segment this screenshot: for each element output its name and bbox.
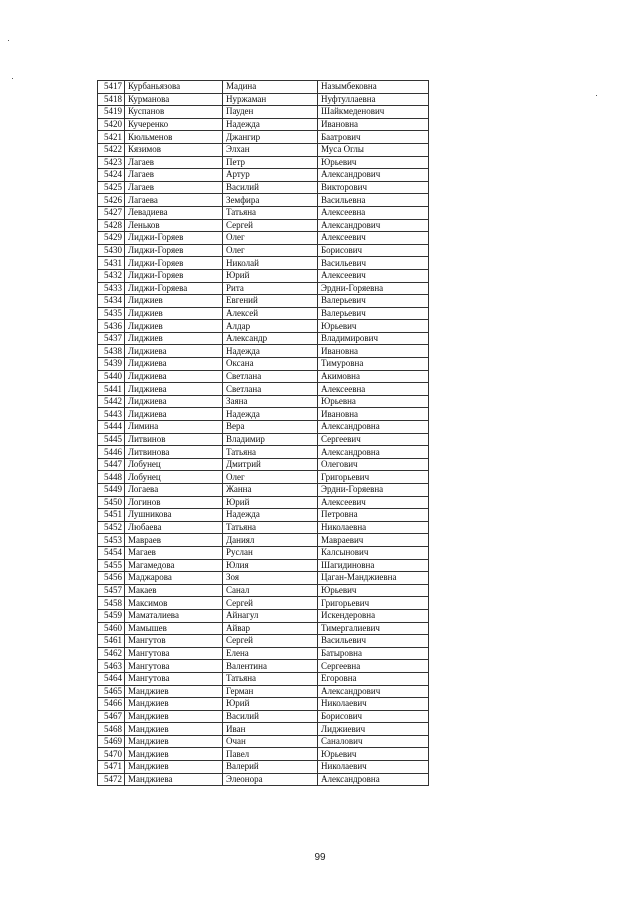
patronymic: Егоровна bbox=[318, 672, 429, 685]
first-name: Жанна bbox=[223, 484, 318, 497]
first-name: Алексей bbox=[223, 307, 318, 320]
patronymic: Алексеевна bbox=[318, 383, 429, 396]
patronymic: Петровна bbox=[318, 509, 429, 522]
first-name: Оксана bbox=[223, 358, 318, 371]
first-name: Николай bbox=[223, 257, 318, 270]
row-number: 5435 bbox=[98, 307, 125, 320]
last-name: Лушникова bbox=[125, 509, 223, 522]
first-name: Айвар bbox=[223, 622, 318, 635]
last-name: Лиджиев bbox=[125, 320, 223, 333]
table-row bbox=[98, 106, 429, 119]
row-number: 5424 bbox=[98, 169, 125, 182]
first-name: Владимир bbox=[223, 433, 318, 446]
patronymic: Эрдни-Горяевна bbox=[318, 282, 429, 295]
first-name: Джангир bbox=[223, 131, 318, 144]
last-name: Литвинов bbox=[125, 433, 223, 446]
row-number: 5420 bbox=[98, 118, 125, 131]
row-number: 5417 bbox=[98, 81, 125, 94]
patronymic: Баатрович bbox=[318, 131, 429, 144]
last-name: Лиджиева bbox=[125, 370, 223, 383]
table-row bbox=[98, 181, 429, 194]
last-name: Лобунец bbox=[125, 458, 223, 471]
row-number: 5419 bbox=[98, 106, 125, 119]
first-name: Пауден bbox=[223, 106, 318, 119]
row-number: 5426 bbox=[98, 194, 125, 207]
patronymic: Юрьевич bbox=[318, 320, 429, 333]
last-name: Манджиева bbox=[125, 773, 223, 786]
last-name: Лиджи-Горяев bbox=[125, 232, 223, 245]
last-name: Лиджиева bbox=[125, 345, 223, 358]
last-name: Мангутова bbox=[125, 660, 223, 673]
table-row bbox=[98, 332, 429, 345]
patronymic: Шагидиновна bbox=[318, 559, 429, 572]
last-name: Куспанов bbox=[125, 106, 223, 119]
row-number: 5431 bbox=[98, 257, 125, 270]
row-number: 5469 bbox=[98, 735, 125, 748]
first-name: Герман bbox=[223, 685, 318, 698]
row-number: 5462 bbox=[98, 647, 125, 660]
row-number: 5423 bbox=[98, 156, 125, 169]
table-row bbox=[98, 584, 429, 597]
patronymic: Батыровна bbox=[318, 647, 429, 660]
last-name: Мангутова bbox=[125, 672, 223, 685]
last-name: Мамышев bbox=[125, 622, 223, 635]
row-number: 5454 bbox=[98, 546, 125, 559]
table-row bbox=[98, 269, 429, 282]
patronymic: Ивановна bbox=[318, 408, 429, 421]
first-name: Юрий bbox=[223, 496, 318, 509]
row-number: 5436 bbox=[98, 320, 125, 333]
table-row bbox=[98, 509, 429, 522]
last-name: Лиджиев bbox=[125, 332, 223, 345]
row-number: 5449 bbox=[98, 484, 125, 497]
patronymic: Олегович bbox=[318, 458, 429, 471]
first-name: Санал bbox=[223, 584, 318, 597]
table-row bbox=[98, 320, 429, 333]
row-number: 5438 bbox=[98, 345, 125, 358]
patronymic: Юрьевич bbox=[318, 748, 429, 761]
row-number: 5444 bbox=[98, 421, 125, 434]
last-name: Курманова bbox=[125, 93, 223, 106]
first-name: Дмитрий bbox=[223, 458, 318, 471]
table-row bbox=[98, 244, 429, 257]
table-row bbox=[98, 458, 429, 471]
row-number: 5418 bbox=[98, 93, 125, 106]
table-row bbox=[98, 660, 429, 673]
first-name: Иван bbox=[223, 723, 318, 736]
table-row bbox=[98, 408, 429, 421]
first-name: Татьяна bbox=[223, 672, 318, 685]
first-name: Надежда bbox=[223, 118, 318, 131]
first-name: Элхан bbox=[223, 143, 318, 156]
row-number: 5443 bbox=[98, 408, 125, 421]
row-number: 5468 bbox=[98, 723, 125, 736]
patronymic: Валерьевич bbox=[318, 295, 429, 308]
row-number: 5432 bbox=[98, 269, 125, 282]
patronymic: Тимуровна bbox=[318, 358, 429, 371]
patronymic: Алексеевич bbox=[318, 269, 429, 282]
last-name: Манджиев bbox=[125, 735, 223, 748]
first-name: Татьяна bbox=[223, 446, 318, 459]
first-name: Нуржаман bbox=[223, 93, 318, 106]
row-number: 5425 bbox=[98, 181, 125, 194]
row-number: 5440 bbox=[98, 370, 125, 383]
table-row bbox=[98, 131, 429, 144]
first-name: Рита bbox=[223, 282, 318, 295]
last-name: Леньков bbox=[125, 219, 223, 232]
patronymic: Сергеевич bbox=[318, 433, 429, 446]
last-name: Лиджи-Горяев bbox=[125, 244, 223, 257]
patronymic: Акимовна bbox=[318, 370, 429, 383]
table-row bbox=[98, 723, 429, 736]
scan-speck bbox=[12, 78, 13, 79]
patronymic: Шайкмеденович bbox=[318, 106, 429, 119]
patronymic: Александрович bbox=[318, 169, 429, 182]
last-name: Манджиев bbox=[125, 698, 223, 711]
row-number: 5439 bbox=[98, 358, 125, 371]
row-number: 5457 bbox=[98, 584, 125, 597]
patronymic: Калсынович bbox=[318, 546, 429, 559]
row-number: 5429 bbox=[98, 232, 125, 245]
table-row bbox=[98, 735, 429, 748]
patronymic: Искендеровна bbox=[318, 609, 429, 622]
table-row bbox=[98, 395, 429, 408]
patronymic: Александрович bbox=[318, 685, 429, 698]
first-name: Артур bbox=[223, 169, 318, 182]
first-name: Даниял bbox=[223, 534, 318, 547]
table-row bbox=[98, 345, 429, 358]
table-row bbox=[98, 446, 429, 459]
row-number: 5427 bbox=[98, 206, 125, 219]
first-name: Сергей bbox=[223, 597, 318, 610]
first-name: Петр bbox=[223, 156, 318, 169]
last-name: Лиджи-Горяев bbox=[125, 257, 223, 270]
last-name: Любаева bbox=[125, 521, 223, 534]
first-name: Юрий bbox=[223, 698, 318, 711]
table-row bbox=[98, 358, 429, 371]
table-row bbox=[98, 433, 429, 446]
table-row bbox=[98, 118, 429, 131]
patronymic: Юрьевна bbox=[318, 395, 429, 408]
row-number: 5447 bbox=[98, 458, 125, 471]
table-row bbox=[98, 698, 429, 711]
patronymic: Александровна bbox=[318, 421, 429, 434]
patronymic: Владимирович bbox=[318, 332, 429, 345]
table-row bbox=[98, 421, 429, 434]
table-row bbox=[98, 647, 429, 660]
first-name: Валентина bbox=[223, 660, 318, 673]
first-name: Надежда bbox=[223, 408, 318, 421]
first-name: Сергей bbox=[223, 635, 318, 648]
patronymic: Николаевич bbox=[318, 761, 429, 774]
patronymic: Тимергалиевич bbox=[318, 622, 429, 635]
last-name: Маджарова bbox=[125, 572, 223, 585]
patronymic: Назымбековна bbox=[318, 81, 429, 94]
patronymic: Юрьевич bbox=[318, 156, 429, 169]
last-name: Манджиев bbox=[125, 761, 223, 774]
first-name: Евгений bbox=[223, 295, 318, 308]
row-number: 5459 bbox=[98, 609, 125, 622]
table-row bbox=[98, 206, 429, 219]
table-row bbox=[98, 484, 429, 497]
patronymic: Эрдни-Горяевна bbox=[318, 484, 429, 497]
first-name: Олег bbox=[223, 232, 318, 245]
first-name: Татьяна bbox=[223, 206, 318, 219]
patronymic: Муса Оглы bbox=[318, 143, 429, 156]
table-row bbox=[98, 307, 429, 320]
page-number: 99 bbox=[314, 852, 326, 863]
table-row bbox=[98, 471, 429, 484]
last-name: Лиджиева bbox=[125, 395, 223, 408]
patronymic: Алексеевич bbox=[318, 232, 429, 245]
table-row bbox=[98, 672, 429, 685]
patronymic: Нуфтуллаевна bbox=[318, 93, 429, 106]
row-number: 5442 bbox=[98, 395, 125, 408]
last-name: Мангутов bbox=[125, 635, 223, 648]
row-number: 5437 bbox=[98, 332, 125, 345]
last-name: Лиджи-Горяева bbox=[125, 282, 223, 295]
table-row bbox=[98, 748, 429, 761]
patronymic: Григорьевич bbox=[318, 471, 429, 484]
patronymic: Викторович bbox=[318, 181, 429, 194]
last-name: Мангутова bbox=[125, 647, 223, 660]
last-name: Манджиев bbox=[125, 723, 223, 736]
first-name: Зоя bbox=[223, 572, 318, 585]
patronymic: Ивановна bbox=[318, 118, 429, 131]
row-number: 5453 bbox=[98, 534, 125, 547]
row-number: 5461 bbox=[98, 635, 125, 648]
patronymic: Саналович bbox=[318, 735, 429, 748]
last-name: Лагаев bbox=[125, 181, 223, 194]
table-row bbox=[98, 622, 429, 635]
patronymic: Валерьевич bbox=[318, 307, 429, 320]
patronymic: Николаевич bbox=[318, 698, 429, 711]
row-number: 5471 bbox=[98, 761, 125, 774]
last-name: Манджиев bbox=[125, 685, 223, 698]
table-row bbox=[98, 370, 429, 383]
first-name: Очан bbox=[223, 735, 318, 748]
table-row bbox=[98, 93, 429, 106]
first-name: Олег bbox=[223, 471, 318, 484]
scan-speck bbox=[596, 95, 597, 96]
first-name: Земфира bbox=[223, 194, 318, 207]
last-name: Лагаев bbox=[125, 156, 223, 169]
patronymic: Цаган-Манджиевна bbox=[318, 572, 429, 585]
row-number: 5452 bbox=[98, 521, 125, 534]
row-number: 5446 bbox=[98, 446, 125, 459]
row-number: 5472 bbox=[98, 773, 125, 786]
patronymic: Александровна bbox=[318, 773, 429, 786]
scan-speck bbox=[8, 40, 9, 41]
table-row bbox=[98, 609, 429, 622]
first-name: Элеонора bbox=[223, 773, 318, 786]
patronymic: Васильевна bbox=[318, 194, 429, 207]
first-name: Надежда bbox=[223, 509, 318, 522]
last-name: Лагаев bbox=[125, 169, 223, 182]
row-number: 5422 bbox=[98, 143, 125, 156]
table-row bbox=[98, 194, 429, 207]
first-name: Сергей bbox=[223, 219, 318, 232]
row-number: 5445 bbox=[98, 433, 125, 446]
row-number: 5464 bbox=[98, 672, 125, 685]
last-name: Лимина bbox=[125, 421, 223, 434]
registry-table bbox=[97, 80, 429, 786]
patronymic: Алексеевич bbox=[318, 496, 429, 509]
first-name: Василий bbox=[223, 181, 318, 194]
table-row bbox=[98, 773, 429, 786]
last-name: Лиджиев bbox=[125, 307, 223, 320]
last-name: Лиджи-Горяев bbox=[125, 269, 223, 282]
table-row bbox=[98, 295, 429, 308]
table-row bbox=[98, 635, 429, 648]
table-row bbox=[98, 534, 429, 547]
table-row bbox=[98, 572, 429, 585]
row-number: 5421 bbox=[98, 131, 125, 144]
first-name: Айнагул bbox=[223, 609, 318, 622]
first-name: Юлия bbox=[223, 559, 318, 572]
last-name: Лагаева bbox=[125, 194, 223, 207]
row-number: 5465 bbox=[98, 685, 125, 698]
patronymic: Николаевна bbox=[318, 521, 429, 534]
last-name: Лобунец bbox=[125, 471, 223, 484]
last-name: Левадиева bbox=[125, 206, 223, 219]
table-row bbox=[98, 383, 429, 396]
table-row bbox=[98, 521, 429, 534]
row-number: 5441 bbox=[98, 383, 125, 396]
last-name: Максимов bbox=[125, 597, 223, 610]
last-name: Манджиев bbox=[125, 710, 223, 723]
table-row bbox=[98, 282, 429, 295]
row-number: 5451 bbox=[98, 509, 125, 522]
last-name: Мавраев bbox=[125, 534, 223, 547]
last-name: Кязимов bbox=[125, 143, 223, 156]
patronymic: Александрович bbox=[318, 219, 429, 232]
first-name: Заяна bbox=[223, 395, 318, 408]
first-name: Светлана bbox=[223, 370, 318, 383]
first-name: Василий bbox=[223, 710, 318, 723]
patronymic: Александровна bbox=[318, 446, 429, 459]
last-name: Логаева bbox=[125, 484, 223, 497]
row-number: 5463 bbox=[98, 660, 125, 673]
row-number: 5456 bbox=[98, 572, 125, 585]
last-name: Лиджиева bbox=[125, 358, 223, 371]
table-row bbox=[98, 156, 429, 169]
first-name: Павел bbox=[223, 748, 318, 761]
patronymic: Борисович bbox=[318, 710, 429, 723]
table-row bbox=[98, 257, 429, 270]
first-name: Светлана bbox=[223, 383, 318, 396]
row-number: 5434 bbox=[98, 295, 125, 308]
first-name: Вера bbox=[223, 421, 318, 434]
row-number: 5450 bbox=[98, 496, 125, 509]
row-number: 5466 bbox=[98, 698, 125, 711]
table-row bbox=[98, 597, 429, 610]
table-row bbox=[98, 559, 429, 572]
first-name: Валерий bbox=[223, 761, 318, 774]
patronymic: Сергеевна bbox=[318, 660, 429, 673]
last-name: Манджиев bbox=[125, 748, 223, 761]
row-number: 5470 bbox=[98, 748, 125, 761]
last-name: Лиджиева bbox=[125, 383, 223, 396]
first-name: Мадина bbox=[223, 81, 318, 94]
row-number: 5448 bbox=[98, 471, 125, 484]
last-name: Курбаньязова bbox=[125, 81, 223, 94]
registry-table-body bbox=[98, 81, 429, 786]
patronymic: Мавраевич bbox=[318, 534, 429, 547]
patronymic: Васильевич bbox=[318, 257, 429, 270]
table-row bbox=[98, 710, 429, 723]
first-name: Руслан bbox=[223, 546, 318, 559]
last-name: Литвинова bbox=[125, 446, 223, 459]
last-name: Кюльменов bbox=[125, 131, 223, 144]
first-name: Татьяна bbox=[223, 521, 318, 534]
last-name: Макаев bbox=[125, 584, 223, 597]
table-row bbox=[98, 232, 429, 245]
last-name: Логинов bbox=[125, 496, 223, 509]
patronymic: Васильевич bbox=[318, 635, 429, 648]
row-number: 5460 bbox=[98, 622, 125, 635]
table-row bbox=[98, 685, 429, 698]
table-row bbox=[98, 546, 429, 559]
table-row bbox=[98, 169, 429, 182]
table-row bbox=[98, 81, 429, 94]
row-number: 5433 bbox=[98, 282, 125, 295]
first-name: Александр bbox=[223, 332, 318, 345]
row-number: 5428 bbox=[98, 219, 125, 232]
table-row bbox=[98, 219, 429, 232]
table-row bbox=[98, 143, 429, 156]
last-name: Маматалиева bbox=[125, 609, 223, 622]
first-name: Елена bbox=[223, 647, 318, 660]
patronymic: Юрьевич bbox=[318, 584, 429, 597]
patronymic: Борисович bbox=[318, 244, 429, 257]
last-name: Магаев bbox=[125, 546, 223, 559]
last-name: Лиджиева bbox=[125, 408, 223, 421]
patronymic: Ивановна bbox=[318, 345, 429, 358]
first-name: Надежда bbox=[223, 345, 318, 358]
patronymic: Григорьевич bbox=[318, 597, 429, 610]
row-number: 5455 bbox=[98, 559, 125, 572]
last-name: Кучеренко bbox=[125, 118, 223, 131]
first-name: Юрий bbox=[223, 269, 318, 282]
last-name: Магамедова bbox=[125, 559, 223, 572]
first-name: Алдар bbox=[223, 320, 318, 333]
row-number: 5458 bbox=[98, 597, 125, 610]
patronymic: Лиджиевич bbox=[318, 723, 429, 736]
table-row bbox=[98, 761, 429, 774]
first-name: Олег bbox=[223, 244, 318, 257]
patronymic: Алексеевна bbox=[318, 206, 429, 219]
row-number: 5467 bbox=[98, 710, 125, 723]
table-row bbox=[98, 496, 429, 509]
last-name: Лиджиев bbox=[125, 295, 223, 308]
row-number: 5430 bbox=[98, 244, 125, 257]
